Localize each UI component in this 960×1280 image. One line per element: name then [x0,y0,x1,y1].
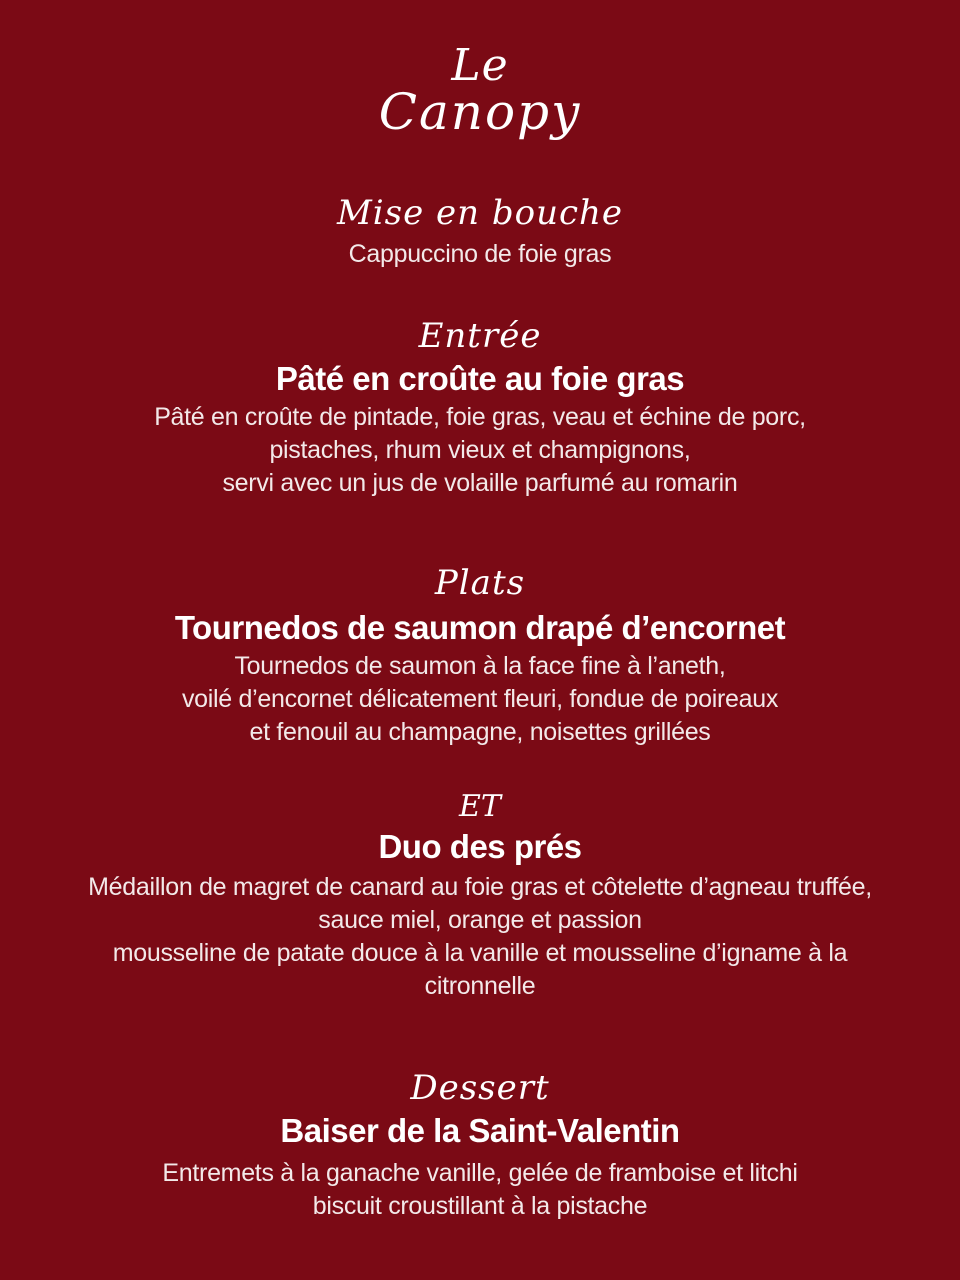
course-heading: Entrée [418,316,542,356]
description-line: servi avec un jus de volaille parfumé au romarin [222,469,738,497]
dish-description [0,871,960,1003]
dish-title: Baiser de la Saint-Valentin [280,1112,680,1149]
logo-line-canopy: Canopy [378,83,582,141]
description-line: citronnelle [424,972,536,1000]
course-heading: Plats [434,563,526,603]
description-line: Cappuccino de foie gras [348,240,612,268]
logo-line-le: Le [451,40,509,91]
dish-title: Tournedos de saumon drapé d’encornet [174,609,786,646]
dish-title: Pâté en croûte au foie gras [275,360,685,397]
section-et-duo [0,787,960,1003]
description-line: Médaillon de magret de canard au foie gras et côtelette d’agneau truffée, [88,873,872,901]
dish-description [0,401,960,500]
course-connector: ET [459,789,501,824]
description-line: voilé d’encornet délicatement fleuri, fondue de poireaux [181,685,779,713]
dish-title: Duo des prés [378,828,582,865]
section-plats [0,562,960,749]
section-entree [0,315,960,500]
description-line: Tournedos de saumon à la face fine à l’aneth, [234,652,726,680]
dish-description [0,1157,960,1223]
description-line: et fenouil au champagne, noisettes grillées [249,718,711,746]
course-heading: Dessert [410,1068,550,1108]
description-line: sauce miel, orange et passion [318,906,642,934]
description-line: Pâté en croûte de pintade, foie gras, veau et échine de porc, [154,403,806,431]
description-line: biscuit croustillant à la pistache [312,1192,648,1220]
section-dessert [0,1067,960,1223]
description-line: Entremets à la ganache vanille, gelée de framboise et litchi [162,1159,798,1187]
dish-description [0,238,960,271]
section-mise-en-bouche [0,192,960,271]
description-line: mousseline de patate douce à la vanille et mousseline d’igname à la [112,939,848,967]
description-line: pistaches, rhum vieux et champignons, [269,436,691,464]
dish-description [0,650,960,749]
course-heading: Mise en bouche [336,193,624,233]
restaurant-logo [0,0,960,140]
